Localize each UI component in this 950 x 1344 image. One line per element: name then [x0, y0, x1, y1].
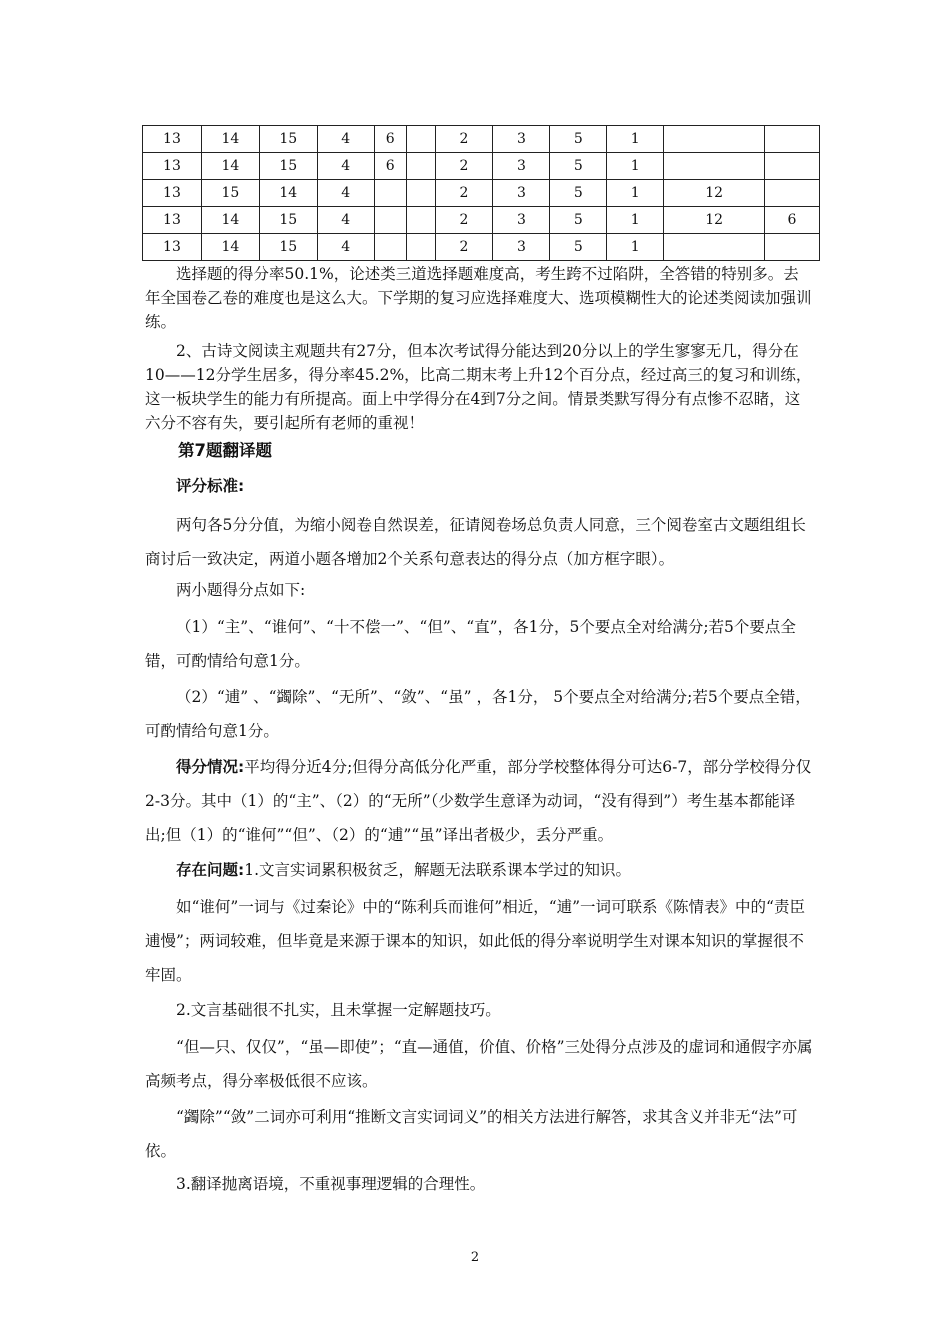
table-cell	[374, 234, 406, 261]
table-cell: 4	[317, 234, 374, 261]
table-row	[143, 126, 820, 153]
table-cell: 14	[201, 207, 259, 234]
table-row	[143, 153, 820, 180]
table-cell: 13	[143, 153, 202, 180]
table-cell	[406, 180, 435, 207]
table-cell: 1	[607, 207, 664, 234]
table-cell: 6	[374, 126, 406, 153]
table-cell: 1	[607, 180, 664, 207]
problem-label: 存在问题:	[176, 861, 245, 879]
table-cell: 5	[550, 180, 607, 207]
score-table	[142, 125, 820, 261]
table-cell: 3	[493, 153, 550, 180]
paragraph-points-intro: 两小题得分点如下:	[176, 581, 306, 599]
paragraph-example: 如“谁何”一词与《过秦论》中的“陈利兵而谁何”相近，“逋”一词可联系《陈情表》中的“责臣逋慢”；两词较难，但毕竟是来源于课本的知识，如此低的得分率说明学生对课本知识的掌握很不牢固。	[145, 898, 805, 985]
paragraph-poetry-analysis: 2、古诗文阅读主观题共有27分，但本次考试得分能达到20分以上的学生寥寥无几，得分在10——12分学生居多，得分率45.2%，比高二期末考上升12个百分点，经过高三的复习和训练，这一板块学生的能力有所提高。面上中学得分在4到7分之间。情景类默写得分有点惨不忍睹，这六分不容有失，要引起所有老师的重视！	[145, 342, 812, 433]
paragraph-choice-analysis: 选择题的得分率50.1%，论述类三道选择题难度高，考生跨不过陷阱，全答错的特别多。去年全国卷乙卷的难度也是这么大。下学期的复习应选择难度大、选项模糊性大的论述类阅读加强训练。	[145, 265, 812, 332]
table-cell: 1	[607, 126, 664, 153]
paragraph-point-2: （2）“逋” 、“蠲除”、“无所”、“敛”、“虽” ，各1分， 5个要点全对给满分;若5个要点全错，可酌情给句意1分。	[145, 688, 811, 741]
table-cell	[374, 207, 406, 234]
table-cell: 12	[664, 180, 765, 207]
table-cell: 14	[259, 180, 317, 207]
table-cell: 1	[607, 153, 664, 180]
table-cell	[664, 153, 765, 180]
paragraph-criteria: 两句各5分分值，为缩小阅卷自然误差，征请阅卷场总负责人同意，三个阅卷室古文题组组长商讨后一致决定，两道小题各增加2个关系句意表达的得分点（加方框字眼）。	[145, 516, 806, 569]
table-cell	[406, 207, 435, 234]
table-cell: 13	[143, 126, 202, 153]
section-heading-q7: 第7题翻译题	[178, 441, 272, 460]
paragraph-inference: “蠲除”“敛”二词亦可利用“推断文言实词词义”的相关方法进行解答，求其含义并非无“法”可依。	[145, 1108, 798, 1161]
table-cell: 4	[317, 153, 374, 180]
table-row	[143, 180, 820, 207]
table-cell: 15	[259, 126, 317, 153]
table-row	[143, 207, 820, 234]
table-cell: 3	[493, 207, 550, 234]
score-text: 平均得分近4分;但得分高低分化严重，部分学校整体得分可达6-7，部分学校得分仅2-3分。其中（1）的“主”、（2）的“无所”（少数学生意译为动词，“没有得到”）考生基本都能译出;但（1）的“谁何”“但”、（2）的“逋”“虽”译出者极少，丢分严重。	[145, 758, 812, 845]
table-cell	[765, 234, 820, 261]
page-number: 2	[470, 1250, 480, 1265]
table-cell: 3	[493, 234, 550, 261]
paragraph-point-1: （1）“主”、“谁何”、“十不偿一”、“但”、“直”，各1分，5个要点全对给满分;若5个要点全错，可酌情给句意1分。	[145, 618, 796, 671]
table-cell: 13	[143, 180, 202, 207]
table-cell: 5	[550, 234, 607, 261]
table-cell: 4	[317, 126, 374, 153]
table-cell: 13	[143, 234, 202, 261]
table-cell: 12	[664, 207, 765, 234]
table-cell: 15	[259, 153, 317, 180]
table-cell: 2	[435, 126, 493, 153]
paragraph-problem-3: 3.翻译抛离语境，不重视事理逻辑的合理性。	[176, 1175, 486, 1193]
table-cell: 14	[201, 126, 259, 153]
problem-text-1: 1.文言实词累积极贫乏，解题无法联系课本学过的知识。	[244, 861, 631, 879]
paragraph-problem-2: 2.文言基础很不扎实，且未掌握一定解题技巧。	[176, 1001, 501, 1019]
table-cell: 2	[435, 153, 493, 180]
table-cell: 14	[201, 234, 259, 261]
paragraph-function-words: “但—只、仅仅”，“虽—即使”；“直—通值，价值、价格”三处得分点涉及的虚词和通假字亦属高频考点，得分率极低很不应该。	[145, 1038, 813, 1091]
table-cell: 13	[143, 207, 202, 234]
criteria-label: 评分标准:	[176, 477, 245, 495]
table-cell	[374, 180, 406, 207]
table-cell: 2	[435, 180, 493, 207]
table-cell: 4	[317, 180, 374, 207]
table-cell	[664, 234, 765, 261]
table-row	[143, 234, 820, 261]
score-table-body	[143, 126, 820, 261]
table-cell: 5	[550, 126, 607, 153]
paragraph-score-situation	[145, 750, 813, 852]
table-cell: 2	[435, 234, 493, 261]
table-cell	[406, 126, 435, 153]
score-label: 得分情况:	[176, 758, 245, 776]
table-cell: 15	[259, 207, 317, 234]
table-cell	[406, 153, 435, 180]
table-cell: 14	[201, 153, 259, 180]
table-cell: 1	[607, 234, 664, 261]
table-cell: 3	[493, 180, 550, 207]
table-cell	[664, 126, 765, 153]
table-cell	[406, 234, 435, 261]
criteria-label-line	[145, 474, 813, 498]
table-cell: 5	[550, 207, 607, 234]
table-cell	[765, 180, 820, 207]
table-cell: 2	[435, 207, 493, 234]
table-cell: 6	[374, 153, 406, 180]
table-cell: 4	[317, 207, 374, 234]
table-cell: 3	[493, 126, 550, 153]
table-cell	[765, 153, 820, 180]
paragraph-problem-1	[145, 858, 813, 882]
table-cell: 5	[550, 153, 607, 180]
table-cell: 6	[765, 207, 820, 234]
table-cell	[765, 126, 820, 153]
table-cell: 15	[201, 180, 259, 207]
table-cell: 15	[259, 234, 317, 261]
